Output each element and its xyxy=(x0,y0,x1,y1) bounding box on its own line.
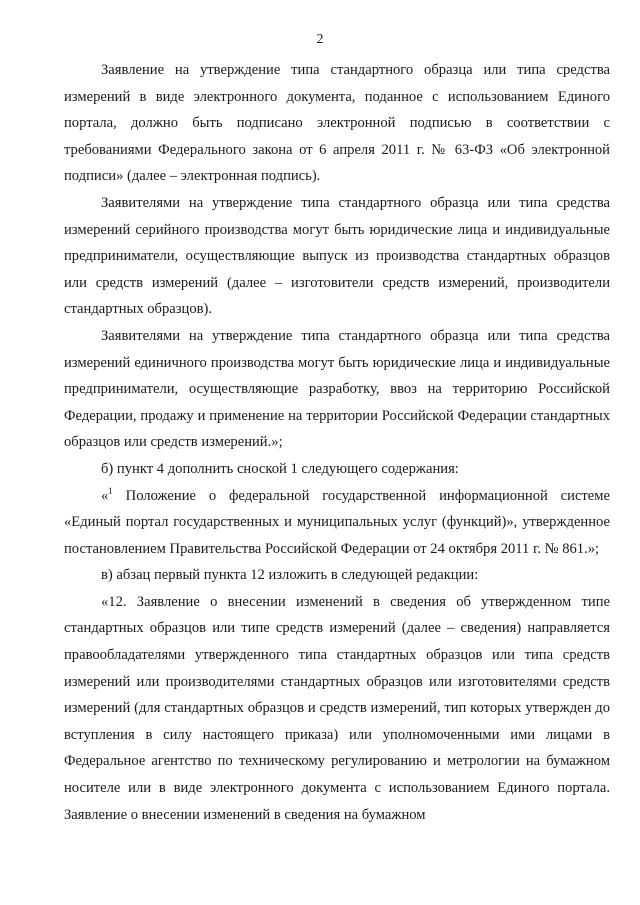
paragraph-single-applicants: Заявителями на утверждение типа стандартного образца или типа средства измерений единичного производства могут быть юридические лица и индивидуальные предприниматели, осуществляющие разработку, ввоз на территорию Российской Федерации, продажу и применение на территории Российской Федерации стандартных образцов или средств измерений.»; xyxy=(64,327,610,451)
paragraph-footnote xyxy=(64,483,610,563)
paragraph-item-b: б) пункт 4 дополнить сноской 1 следующего содержания: xyxy=(101,460,459,477)
footnote-mark: 1 xyxy=(108,485,113,496)
paragraph-item-v: в) абзац первый пункта 12 изложить в следующей редакции: xyxy=(101,567,479,584)
paragraph-serial-applicants: Заявителями на утверждение типа стандартного образца или типа средства измерений серийного производства могут быть юридические лица и индивидуальные предприниматели, осуществляющие выпуск из производства стандартных образцов или средств измерений (далее – изготовители средств измерений, производители стандартных образцов). xyxy=(64,194,610,318)
footnote-open-quote: « xyxy=(101,487,109,504)
paragraph-item-12: «12. Заявление о внесении изменений в сведения об утвержденном типе стандартных образцов или типе средств измерений (далее – сведения) направляется правообладателями утвержденного типа стандартных образцов или типа средств измерений или производителями стандартных образцов или изготовителями средств измерений (для стандартных образцов и средств измерений, тип которых утвержден до вступления в силу настоящего приказа) или уполномоченными ими лицами в Федеральное агентство по техническому регулированию и метрологии на бумажном носителе или в виде электронного документа с использованием Единого портала. Заявление о внесении изменений в сведения на бумажном xyxy=(64,593,610,823)
paragraph-electronic-signature: Заявление на утверждение типа стандартного образца или типа средства измерений в виде электронного документа, поданное с использованием Единого портала, должно быть подписано электронной подписью в соответствии с требованиями Федерального закона от 6 апреля 2011 г. № 63-ФЗ «Об электронной подписи» (далее – электронная подпись). xyxy=(64,62,610,185)
document-body xyxy=(64,57,610,828)
page-number: 2 xyxy=(316,32,324,47)
footnote-text: Положение о федеральной государственной информационной системе «Единый портал государственных и муниципальных услуг (функций)», утвержденное постановлением Правительства Российской Федерации от 24 октября 2011 г. № 861.»; xyxy=(64,487,610,557)
